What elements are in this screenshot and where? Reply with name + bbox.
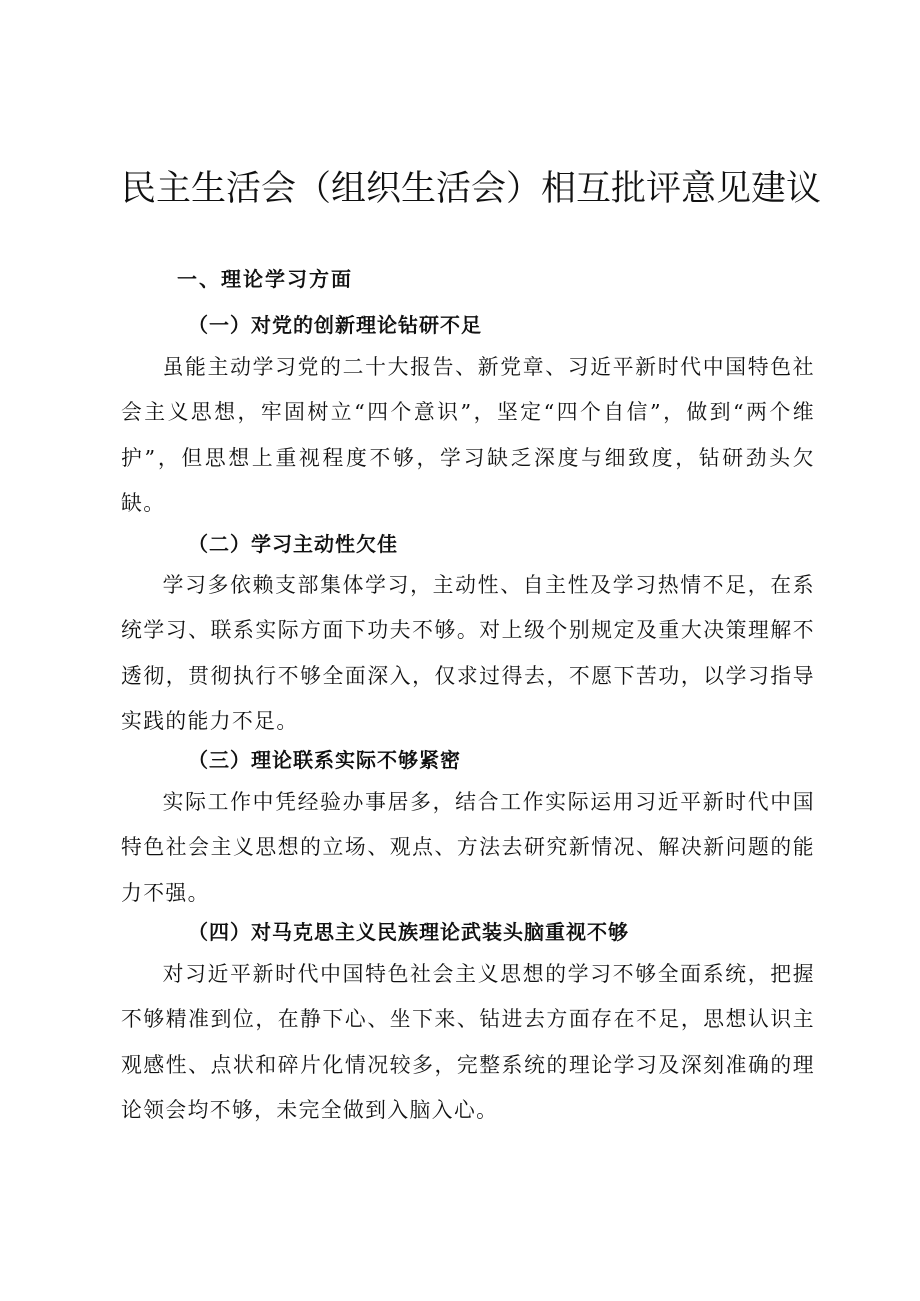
section-heading-theory-study: 一、理论学习方面 [177,267,353,291]
paragraph-2: 学习多依赖支部集体学习，主动性、自主性及学习热情不足，在系统学习、联系实际方面下功夫不够。对上级个别规定及重大决策理解不透彻，贯彻执行不够全面深入，仅求过得去，不愿下苦功，以学习指导实践的能力不足。 [121,573,815,734]
document-title: 民主生活会（组织生活会）相互批评意见建议 [121,169,822,209]
subsection-heading-3: （三）理论联系实际不够紧密 [188,748,461,772]
subsection-heading-2: （二）学习主动性欠佳 [188,532,398,556]
paragraph-1: 虽能主动学习党的二十大报告、新党章、习近平新时代中国特色社会主义思想，牢固树立“四个意识”，坚定“四个自信”，做到“两个维护”，但思想上重视程度不够，学习缺乏深度与细致度，钻研劲头欠缺。 [121,355,815,516]
paragraph-4: 对习近平新时代中国特色社会主义思想的学习不够全面系统，把握不够精准到位，在静下心、坐下来、钻进去方面存在不足，思想认识主观感性、点状和碎片化情况较多，完整系统的理论学习及深刻准确的理论领会均不够，未完全做到入脑入心。 [121,962,815,1123]
subsection-heading-1: （一）对党的创新理论钻研不足 [188,313,482,337]
paragraph-3: 实际工作中凭经验办事居多，结合工作实际运用习近平新时代中国特色社会主义思想的立场、观点、方法去研究新情况、解决新问题的能力不强。 [121,790,815,905]
subsection-heading-4: （四）对马克思主义民族理论武装头脑重视不够 [188,920,629,944]
